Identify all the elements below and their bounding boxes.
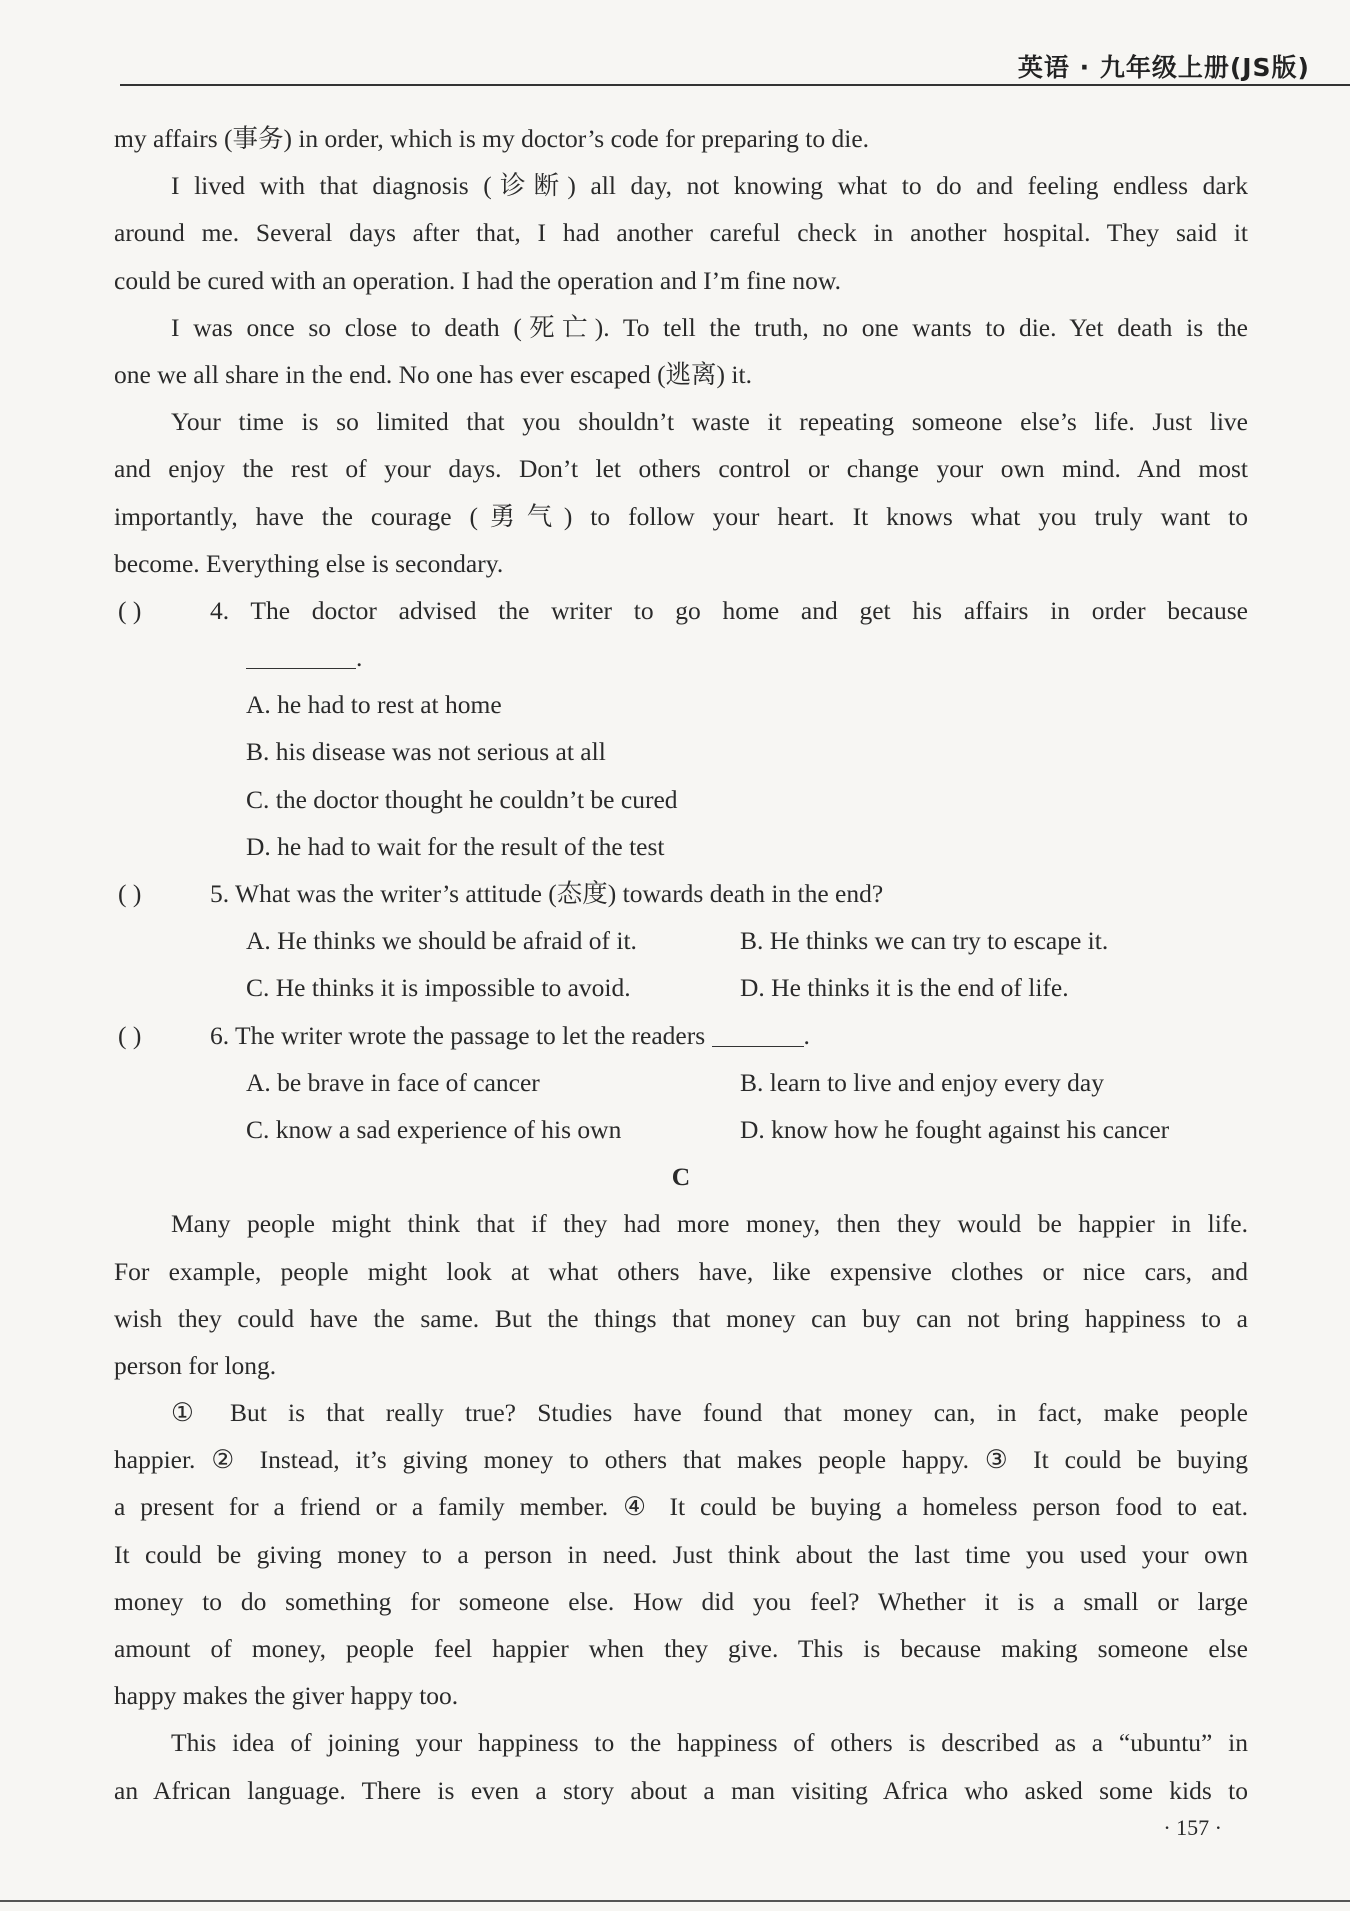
passage-line: For example, people might look at what others have, like expensive clothes or nice cars, and [114,1256,1248,1286]
option-b: B. his disease was not serious at all [246,737,606,767]
passage-line: happier. ② Instead, it’s giving money to others that makes people happy. ③ It could be buying [114,1445,1248,1475]
passage-line: This idea of joining your happiness to the happiness of others is described as a “ubuntu” in [171,1728,1248,1758]
bottom-rule [0,1900,1350,1902]
answer-blank[interactable] [712,1012,804,1047]
option-a: A. he had to rest at home [246,690,502,720]
blank-period: . [803,1020,810,1050]
passage-line: person for long. [114,1350,277,1380]
option-a: A. He thinks we should be afraid of it. [246,926,637,956]
passage-line: amount of money, people feel happier when they give. This is because making someone else [114,1634,1248,1663]
passage-line: around me. Several days after that, I had another careful check in another hospital. They said it [114,218,1248,248]
passage-line: could be cured with an operation. I had the operation and I’m fine now. [114,265,841,295]
passage-line: happy makes the giver happy too. [114,1681,459,1711]
question-5-text: 5. What was the writer’s attitude (态度) towards death in the end? [210,879,884,908]
section-label-c: C [671,1162,691,1192]
answer-bracket[interactable]: ( ) [118,879,142,908]
answer-bracket[interactable]: ( ) [118,595,142,625]
option-d: D. He thinks it is the end of life. [740,973,1069,1003]
question-6-text: 6. The writer wrote the passage to let the readers [210,1020,706,1050]
passage-line: Your time is so limited that you shouldn’t waste it repeating someone else’s life. Just live [171,407,1248,437]
answer-bracket[interactable]: ( ) [118,1020,142,1050]
option-b: B. learn to live and enjoy every day [740,1067,1104,1097]
passage-line: a present for a friend or a family member. ④ It could be buying a homeless person food to eat. [114,1492,1248,1522]
passage-line: I was once so close to death (死亡). To tell the truth, no one wants to die. Yet death is the [171,312,1248,342]
passage-line: an African language. There is even a story about a man visiting Africa who asked some kids to [114,1775,1248,1805]
question-6 [114,1012,1248,1059]
option-row [114,1059,1248,1106]
question-6-wrap [210,1012,1248,1059]
page-number: · 157 · [1163,1815,1222,1840]
passage-line: and enjoy the rest of your days. Don’t let others control or change your own mind. And most [114,454,1248,484]
passage-line: my affairs (事务) in order, which is my doctor’s code for preparing to die. [114,124,870,153]
blank-period: . [356,643,363,673]
option-row [114,964,1248,1011]
page-header-title: 英语 · 九年级上册(JS版) [1017,53,1310,82]
question-5 [114,870,1248,917]
option-d: D. he had to wait for the result of the test [246,831,665,861]
passage-line: importantly, have the courage (勇气) to follow your heart. It knows what you truly want to [114,501,1248,531]
option-d: D. know how he fought against his cancer [740,1114,1170,1144]
passage-line: one we all share in the end. No one has ever escaped (逃离) it. [114,359,752,389]
passage-line: become. Everything else is secondary. [114,548,504,578]
option-b: B. He thinks we can try to escape it. [740,926,1109,956]
question-4 [114,587,1248,634]
option-c: C. the doctor thought he couldn’t be cured [246,784,678,814]
answer-blank[interactable] [246,634,356,669]
header-rule [120,84,1350,86]
passage-line: ① But is that really true? Studies have found that money can, in fact, make people [171,1398,1248,1428]
option-a: A. be brave in face of cancer [246,1067,540,1097]
option-row [114,1106,1248,1153]
option-c: C. He thinks it is impossible to avoid. [246,973,631,1003]
option-row [114,917,1248,964]
passage-line: Many people might think that if they had more money, then they would be happier in life. [171,1209,1248,1239]
page-content [114,115,1248,1814]
passage-line: I lived with that diagnosis (诊断) all day, not knowing what to do and feeling endless dark [171,171,1248,201]
question-4-blank-line [114,634,1248,681]
passage-line: It could be giving money to a person in need. Just think about the last time you used your own [114,1539,1248,1569]
passage-line: money to do something for someone else. How did you feel? Whether it is a small or large [114,1586,1248,1616]
option-c: C. know a sad experience of his own [246,1114,622,1144]
question-4-text: 4. The doctor advised the writer to go home and get his affairs in order because [210,595,1248,625]
passage-line: wish they could have the same. But the things that money can buy can not bring happiness to a [114,1303,1248,1333]
